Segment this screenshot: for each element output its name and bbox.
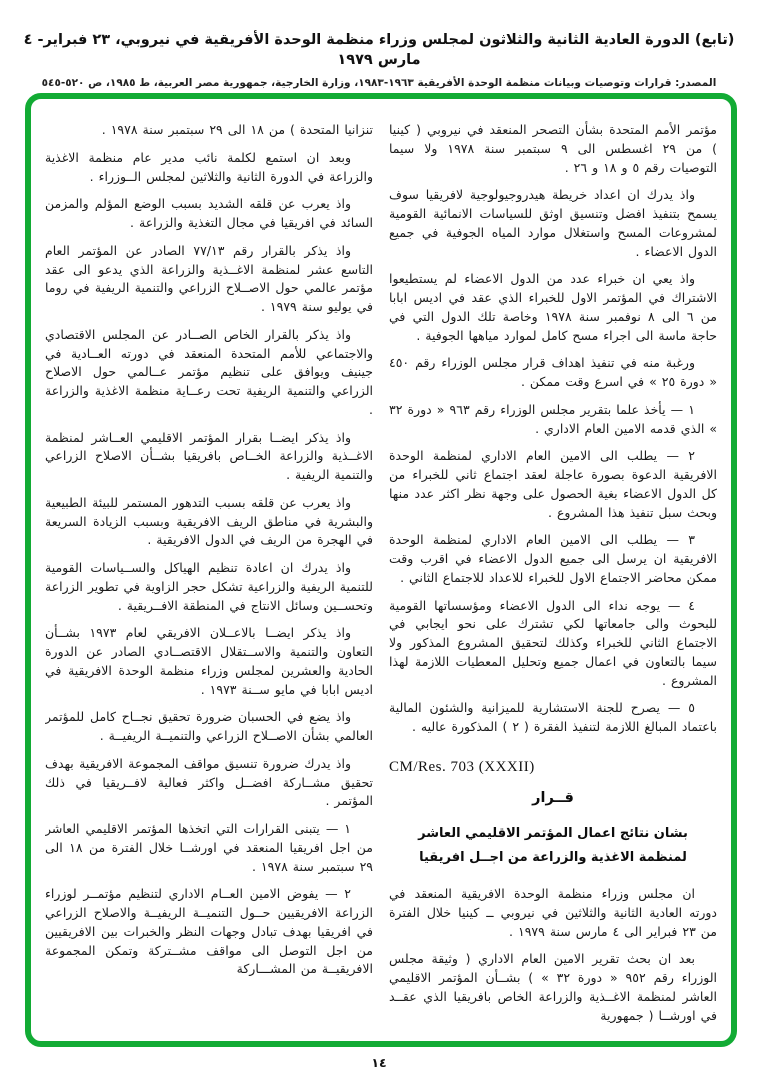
page-number: ١٤ — [371, 1055, 387, 1070]
paragraph: واذ يدرك ضرورة تنسيق مواقف المجموعة الافريقية بهدف تحقيق مشــاركة افضــل واكثر فعالية لافــريقيا في ذلك المؤتمر . — [45, 755, 373, 809]
header-session-title: (تابع) الدورة العادية الثانية والثلاثون لمجلس وزراء منظمة الوحدة الأفريقية في نيروبي، ٢٣ فبراير- ٤ مارس ١٩٧٩ — [23, 32, 735, 69]
paragraph: ان مجلس وزراء منظمة الوحدة الافريقية المنعقد في دورته العادية الثانية والثلاثين في نيروبي ــ كينيا خلال الفترة من ٢٣ فبراير الى ٤ مارس سنة ١٩٧٩ . — [389, 886, 717, 939]
paragraph: واذ يعي ان خبراء عدد من الدول الاعضاء لم يستطيعوا الاشتراك في المؤتمر الاول للخبراء الذي عقد في اديس ابابا من ٦ الى ٨ نوفمبر سنة ١٩٧٨ وخاصة تلك الدول التي في حاجة ماسة الى اجراء مسح كامل لموارد مياهها الجوفية . — [389, 271, 717, 343]
paragraph: ١ — يتبنى القرارات التي اتخذها المؤتمر الاقليمي العاشر من اجل افريقيا المنعقد في اورشــا خلال الفترة من ١٨ الى ٢٩ سبتمبر سنة ١٩٧٨ . — [45, 821, 373, 874]
resolution-subtitle — [389, 822, 717, 871]
paragraph: واذ يدرك ان اعداد خريطة هيدروجيولوجية لافريقيا سوف يسمح بتنفيذ افضل وتنسيق اوثق للسياسات الانمائية القومية لمشروعات المسح واستغلال موارد المياه الجوفية في جميع الدول الاعضاء . — [389, 187, 717, 259]
paragraph: ٢ — يطلب الى الامين العام الاداري لمنظمة الوحدة الافريقية الدعوة بصورة عاجلة لعقد اجتماع ثاني للخبراء من كل الدول الاعضاء بغية الحصول على وجهة نظر اكثر عدد منها وبحث سبل تنفيذ هذا المشروع . — [389, 448, 717, 520]
paragraph: ٥ — يصرح للجنة الاستشارية للميزانية والشئون المالية باعتماد المبالغ اللازمة لتنفيذ الفقرة ( ٢ ) المذكورة عاليه . — [389, 700, 717, 734]
right-column-paragraphs-after — [389, 885, 717, 1025]
paragraph: تنزانيا المتحدة ) من ١٨ الى ٢٩ سبتمبر سنة ١٩٧٨ . — [101, 122, 373, 137]
resolution-reference: CM/Res. 703 (XXXII) — [389, 758, 535, 775]
green-border-frame — [25, 93, 737, 1047]
document-header — [0, 0, 758, 89]
header-source-line: المصدر: قرارات وتوصيات وبيانات منظمة الوحدة الأفريقية ١٩٦٣-١٩٨٣، وزارة الخارجية، جمهورية مصر العربية، ط ١٩٨٥، ص ٥٢٠-٥٤٥ — [41, 76, 717, 89]
paragraph: واذ يذكر ايضــا بقرار المؤتمر الاقليمي العــاشر لمنظمة الاغــذية والزراعة الخــاص بافريقيا بشــأن الاصلاح الزراعي والتنمية الريفية . — [45, 429, 373, 482]
paragraph: واذ يذكر بالقرار رقم ٧٧/١٣ الصادر عن المؤتمر العام التاسع عشر لمنظمة الاغــذية والزراعة الذي يدعو الى عقد مؤتمر عالمي حول الاصــلاح الزراعي والتنمية الريفية في روما في يوليو سنة ١٩٧٩ . — [45, 242, 373, 314]
resolution-subtitle-line-1: بشان نتائج اعمال المؤتمر الاقليمي العاشر — [418, 825, 688, 841]
paragraph: واذ يعرب عن قلقه الشديد بسبب الوضع المؤلم والمزمن السائد في افريقيا في مجال التغذية والزراعة . — [45, 196, 373, 230]
paragraph: مؤتمر الأمم المتحدة بشأن التصحر المنعقد في نيروبي ( كينيا ) من ٢٩ اغسطس الى ٩ سبتمبر سنة ١٩٧٨ ولا سيما التوصيات رقم ٥ و ١٨ و ٢٦ . — [389, 122, 717, 175]
paragraph: ٢ — يفوض الامين العــام الاداري لتنظيم مؤتمــر لوزراء الزراعة الافريقيين حــول التنميــة الريفيــة والاصلاح الزراعي في افريقيا بهدف تبادل وجهات النظر والخبرات بين الافريقيين من اجل التوصل الى مواقف مشــتركة وتمكن المجموعة الافريقيــة من المشـــاركة — [45, 886, 373, 977]
left-column — [45, 121, 373, 1031]
right-column — [389, 121, 717, 1031]
paragraph: واذ يضع في الحسبان ضرورة تحقيق نجــاح كامل للمؤتمر العالمي بشأن الاصــلاح الزراعي والتنميــة الريفيــة . — [45, 709, 373, 743]
paragraph: واذ يعرب عن قلقه بسبب التدهور المستمر للبيئة الطبيعية والبشرية في مناطق الريف الافريقية وبسبب الزيادة السريعة في الهجرة من الريف في الدول الافريقية . — [45, 494, 373, 548]
paragraph: بعد ان بحث تقرير الامين العام الاداري ( وثيقة مجلس الوزراء رقم ٩٥٢ « دورة ٣٢ » ) بشــأن المؤتمر الاقليمي العاشر لمنظمة الاغــذية والزراعة الخاص بافريقيا الذي عقــد في اورشــا ( جمهورية — [389, 951, 717, 1023]
paragraph: واذ يدرك ان اعادة تنظيم الهياكل والســياسات القومية للتنمية الريفية والزراعية تشكل حجر الزاوية في تطوير الزراعة وتحســين وسائل الانتاج في المنطقة الافــريقية . — [45, 560, 373, 613]
paragraph: ١ — يأخذ علما بتقرير مجلس الوزراء رقم ٩٦٣ « دورة ٣٢ » الذي قدمه الامين العام الاداري . — [389, 401, 717, 436]
paragraph: وبعد ان استمع لكلمة نائب مدير عام منظمة الاغذية والزراعة في الدورة الثانية والثلاثين لمجلس الــوزراء . — [45, 149, 373, 184]
resolution-subtitle-line-2: لمنظمة الاغذية والزراعة من اجــل افريقيا — [419, 850, 687, 866]
paragraph: واذ يذكر ايضــا بالاعــلان الافريقي لعام ١٩٧٣ بشــأن التعاون والتنمية والاســتقلال الاقتصــادي الصادر عن الدورة الحادية والعشرين لمجلس وزراء منظمة الوحدة الافريقية في اديس ابابا في مايو ســنة ١٩٧٣ . — [45, 625, 373, 697]
resolution-title: قــرار — [532, 789, 574, 806]
right-column-paragraphs — [389, 121, 717, 737]
left-column-paragraphs — [45, 121, 373, 979]
two-column-layout — [31, 99, 731, 1041]
paragraph: ٣ — يطلب الى الامين العام الاداري لمنظمة الوحدة الافريقية ان يرسل الى جميع الدول الاعضاء في اقرب وقت ممكن محاضر الاجتماع الاول للخبراء للاعداد للاجتماع الثاني . — [389, 532, 717, 585]
paragraph: ورغبة منه في تنفيذ اهداف قرار مجلس الوزراء رقم ٤٥٠ « دورة ٢٥ » في اسرع وقت ممكن . — [389, 355, 717, 389]
paragraph: واذ يذكر بالقرار الخاص الصــادر عن المجلس الاقتصادي والاجتماعي للأمم المتحدة المنعقد في دورته العــادية في جينيف ويوافق على تنظيم مؤتمر عــالمي حول الاصلاح الزراعي والتنمية الريفية تحت رعــاية منظمة الاغذية والزراعة . — [45, 326, 373, 417]
paragraph: ٤ — يوجه نداء الى الدول الاعضاء ومؤسساتها القومية للبحوث والى جامعاتها لكي تشترك على نحو ايجابي في الاجتماع الثاني للخبراء وكذلك لتحقيق المشروع المذكور ولا سيما بالتعاون في اعمال جميع وتحليل المعطيات اللازمة لهذا المشروع . — [389, 597, 717, 688]
